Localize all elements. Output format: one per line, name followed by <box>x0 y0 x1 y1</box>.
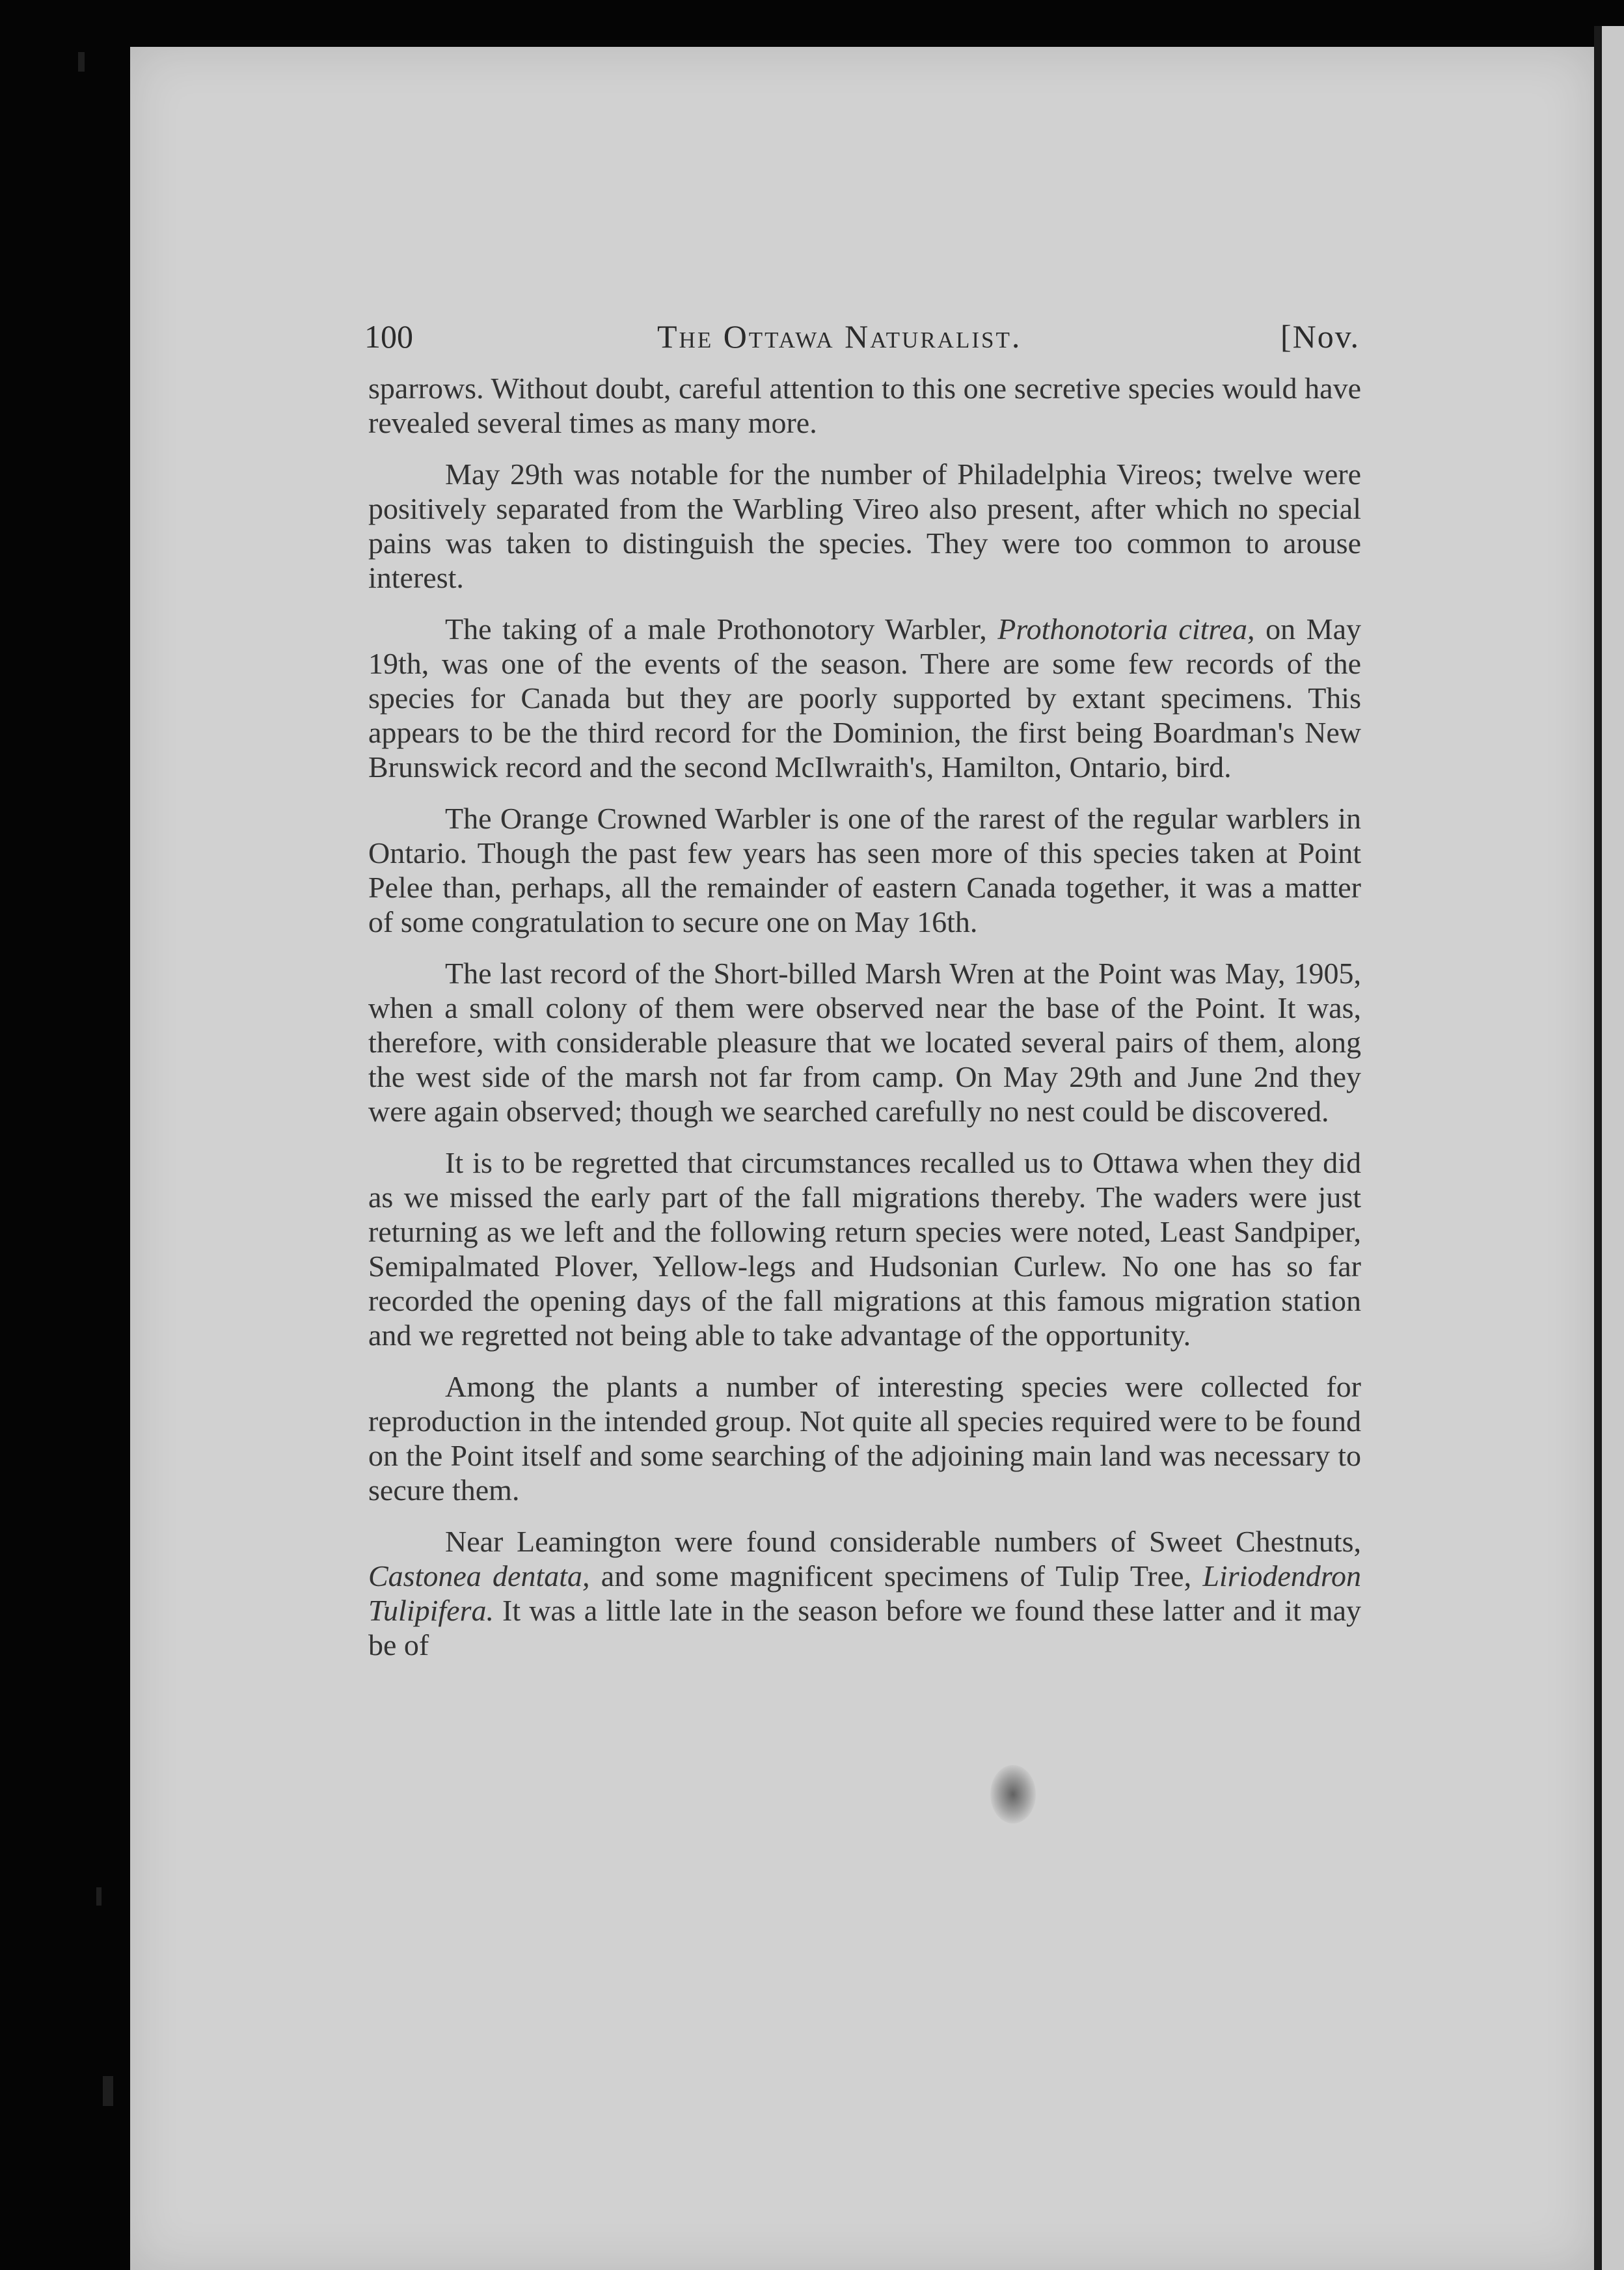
paragraph <box>368 1145 1361 1352</box>
body-text <box>368 371 1361 1679</box>
running-header <box>364 318 1360 357</box>
ink-smudge <box>990 1765 1036 1824</box>
paragraph <box>368 612 1361 784</box>
text-run: The Orange Crowned Warbler is one of the rarest of the regular warblers in Ontario. Though the past few years has seen more of this species taken at Point Pelee than, perhaps, all the remainder of eastern Canada together, it was a matter of some congratulation to secure one on May 16th. <box>368 802 1361 938</box>
text-run: The taking of a male Prothonotory Warbler, <box>445 612 998 646</box>
journal-title: The Ottawa Naturalist. <box>657 318 1022 355</box>
scan-artifact <box>78 52 85 72</box>
paragraph <box>368 457 1361 595</box>
paragraph <box>368 1369 1361 1507</box>
text-run: and some magnificent specimens of Tulip Tree, <box>589 1559 1203 1593</box>
header-month: [Nov. <box>1280 318 1360 355</box>
italic-term: Castonea dentata, <box>368 1559 590 1593</box>
italic-term: Liriodendron Tulipifera. <box>368 1559 1361 1627</box>
text-run: sparrows. Without doubt, careful attention to this one secretive species would have revealed several times as many more. <box>368 372 1361 439</box>
text-run: It is to be regretted that circumstances recalled us to Ottawa when they did as we missed the early part of the fall migrations thereby. The waders were just returning as we left and the following return species were noted, Least Sandpiper, Semipalmated Plover, Yellow-legs and Hudsonian Curlew. No one has so far recorded the opening days of the fall migrations at this famous migration station and we regretted not being able to take advantage of the opportunity. <box>368 1146 1361 1352</box>
text-run: The last record of the Short-billed Marsh Wren at the Point was May, 1905, when a small colony of them were observed near the base of the Point. It was, therefore, with considerable pleasure that we located several pairs of them, along the west side of the marsh not far from camp. On May 29th and June 2nd they were again observed; though we searched carefully no nest could be discovered. <box>368 957 1361 1128</box>
paragraph <box>368 956 1361 1128</box>
text-run: Near Leamington were found considerable numbers of Sweet Chestnuts, <box>445 1525 1361 1558</box>
text-run: It was a little late in the season before we found these latter and it may be of <box>368 1594 1361 1661</box>
text-run: on May 19th, was one of the events of the season. There are some few records of the species for Canada but they are poorly supported by extant specimens. This appears to be the third record for the Dominion, the first being Boardman's New Brunswick record and the second McIlwraith's, Hamilton, Ontario, bird. <box>368 612 1361 784</box>
italic-term: Prothonotoria citrea, <box>997 612 1255 646</box>
paragraph <box>368 1524 1361 1662</box>
text-run: Among the plants a number of interesting species were collected for reproduction in the intended group. Not quite all species required were to be found on the Point itself and some searching of the adjoining main land was necessary to secure them. <box>368 1370 1361 1507</box>
paragraph <box>368 801 1361 939</box>
facing-page-strip <box>1602 26 1624 2270</box>
facing-page-edge <box>1594 26 1602 2270</box>
scan-artifact <box>103 2076 113 2106</box>
text-run: May 29th was notable for the number of Philadelphia Vireos; twelve were positively separated from the Warbling Vireo also present, after which no special pains was taken to distinguish the species. They were too common to arouse interest. <box>368 458 1361 594</box>
scan-artifact <box>96 1887 102 1906</box>
page-number: 100 <box>364 318 413 355</box>
paragraph <box>368 371 1361 440</box>
